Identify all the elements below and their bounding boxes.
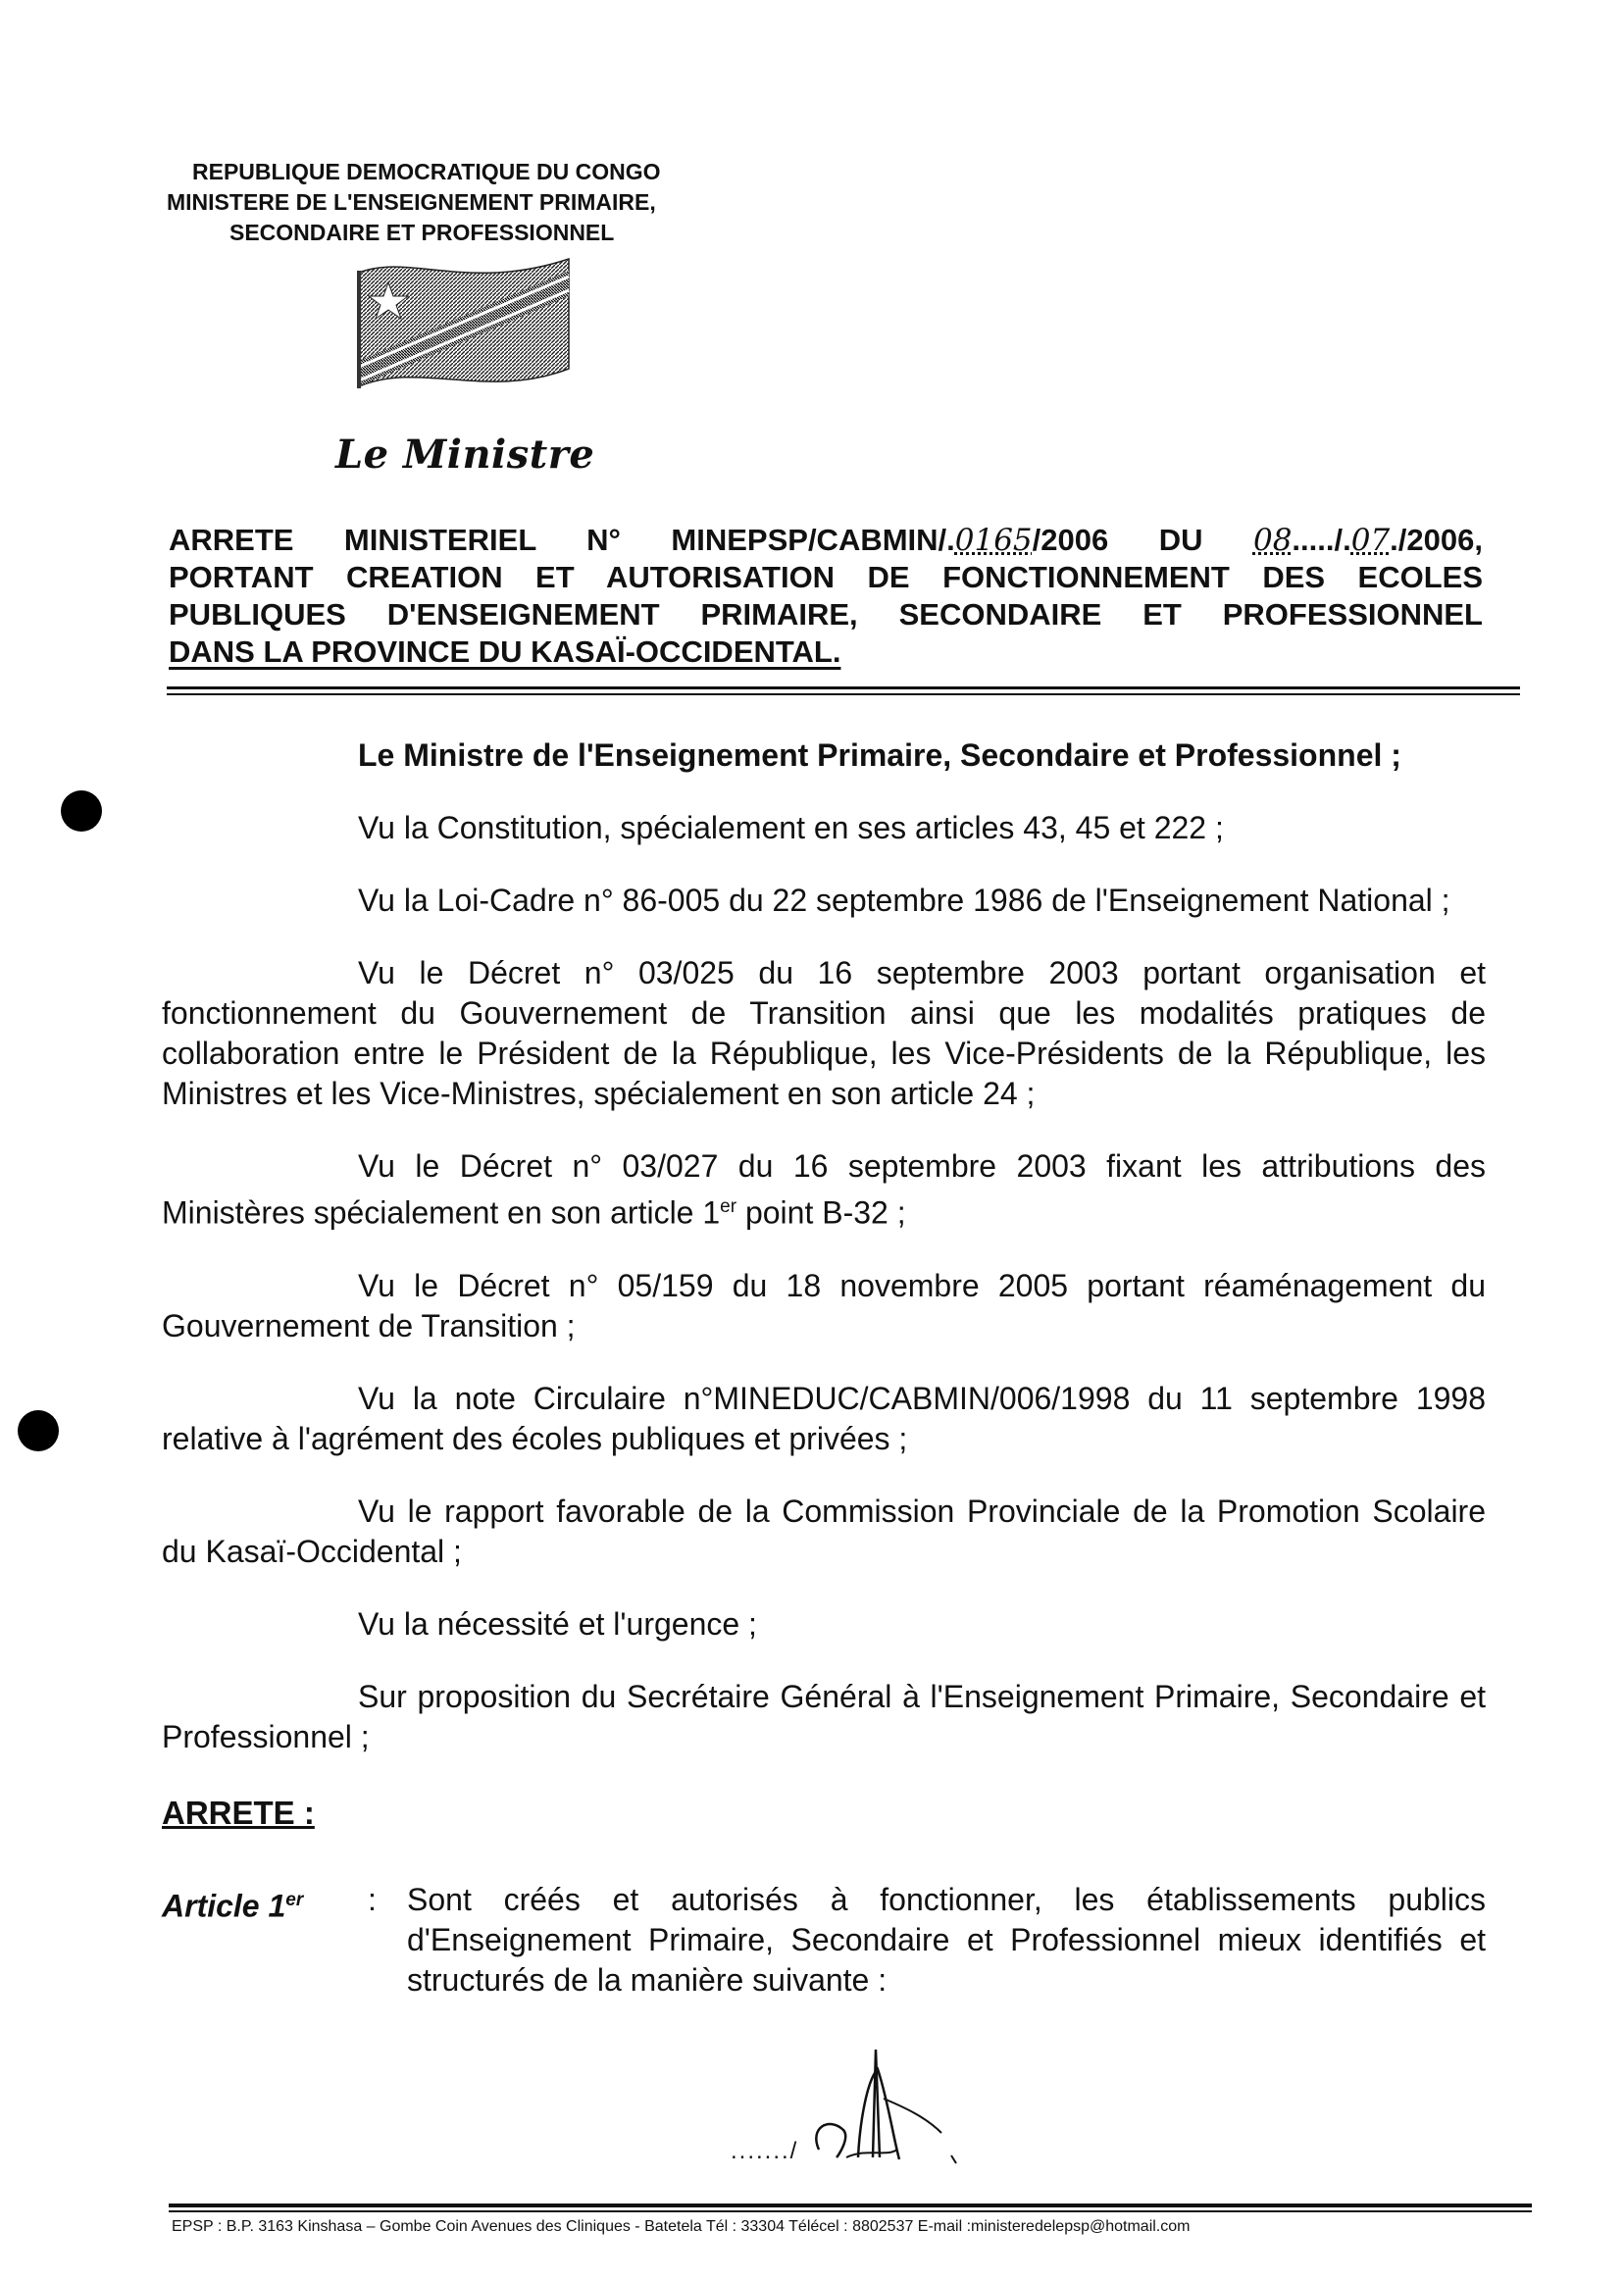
opening-paragraph: Le Ministre de l'Enseignement Primaire, Secondaire et Professionnel ; — [358, 737, 1401, 773]
considering-framework-law: Vu la Loi-Cadre n° 86-005 du 22 septembre 1986 de l'Enseignement National ; — [358, 883, 1450, 918]
decree-title-line2: PORTANT CREATION ET AUTORISATION DE FONCTIONNEMENT DES ECOLES — [169, 560, 1483, 594]
article-1-label — [162, 1880, 368, 2001]
footer-divider — [169, 2204, 1532, 2207]
title-divider-thin — [167, 693, 1520, 695]
decree-year: /2006 DU — [1032, 523, 1203, 557]
minister-title: Le Ministre — [335, 431, 595, 478]
decree-title-line3: PUBLIQUES D'ENSEIGNEMENT PRIMAIRE, SECONDAIRE ET PROFESSIONNEL — [169, 597, 1483, 632]
decree-date-sep: ...../. — [1292, 523, 1351, 557]
superscript: er — [285, 1889, 304, 1910]
punch-hole — [61, 790, 102, 832]
signature-dots: ......./ — [731, 2138, 799, 2164]
decree-date-year: ./2006, — [1390, 523, 1483, 557]
letterhead — [167, 157, 853, 248]
article-1-text: Sont créés et autorisés à fonctionner, les établissements publics d'Enseignement Primaire, Secondaire et Professionnel mieux identifiés et structurés de la manière suivante : — [407, 1881, 1486, 1998]
decree-title-line4: DANS LA PROVINCE DU KASAÏ-OCCIDENTAL. — [169, 634, 841, 669]
letterhead-ministry: MINISTERE DE L'ENSEIGNEMENT PRIMAIRE, — [167, 189, 656, 215]
footer-contact: EPSP : B.P. 3163 Kinshasa – Gombe Coin Avenues des Cliniques - Batetela Tél : 33304 Télécel : 8802537 E-mail :ministeredelepsp@hotmail.com — [172, 2218, 1191, 2235]
considering-circular-note: Vu la note Circulaire n°MINEDUC/CABMIN/006/1998 du 11 septembre 1998 relative à l'agrément des écoles publiques et privées ; — [162, 1380, 1486, 1456]
article-1-colon: : — [368, 1881, 377, 1917]
considering-constitution: Vu la Constitution, spécialement en ses articles 43, 45 et 222 ; — [358, 810, 1224, 845]
on-proposal: Sur proposition du Secrétaire Général à l'Enseignement Primaire, Secondaire et Professionnel ; — [162, 1678, 1486, 1754]
letterhead-country: REPUBLIQUE DEMOCRATIQUE DU CONGO — [192, 159, 661, 184]
article-1 — [162, 1880, 1486, 2001]
punch-hole — [18, 1410, 59, 1451]
decree-title — [169, 522, 1483, 671]
superscript: er — [720, 1196, 737, 1217]
article-1-label-text: Article 1 — [162, 1888, 286, 1924]
considering-decree-03-027-end: point B-32 ; — [736, 1194, 906, 1231]
considering-decree-03-027 — [162, 1146, 1486, 1234]
decree-number: 0165 — [954, 523, 1033, 558]
arrete-heading: ARRETE : — [162, 1794, 315, 1831]
considering-decree-03-027-text: Vu le Décret n° 03/027 du 16 septembre 2003 fixant les attributions des Ministères spécialement en son article 1 — [162, 1148, 1486, 1231]
letterhead-ministry-cont: SECONDAIRE ET PROFESSIONNEL — [229, 220, 615, 245]
decree-day: 08 — [1252, 523, 1293, 558]
considering-decree-05-159: Vu le Décret n° 05/159 du 18 novembre 2005 portant réaménagement du Gouvernement de Transition ; — [162, 1267, 1486, 1343]
considering-urgency: Vu la nécessité et l'urgence ; — [358, 1605, 757, 1642]
footer-divider-thin — [169, 2210, 1532, 2212]
flag-emblem — [351, 253, 577, 405]
decree-month: 07 — [1350, 523, 1391, 558]
title-divider — [167, 686, 1520, 689]
decree-body — [162, 735, 1486, 2001]
decree-prefix: ARRETE MINISTERIEL N° MINEPSP/CABMIN/. — [169, 523, 955, 557]
decree-title-line1 — [169, 522, 1483, 559]
considering-decree-03-025: Vu le Décret n° 03/025 du 16 septembre 2003 portant organisation et fonctionnement du Gouvernement de Transition ainsi que les modalités pratiques de collaboration entre le Président de la République, les Vice-Présidents de la République, les Ministres et les Vice-Ministres, spécialement en son article 24 ; — [162, 955, 1486, 1111]
considering-commission-report: Vu le rapport favorable de la Commission Provinciale de la Promotion Scolaire du Kasaï-Occidental ; — [162, 1493, 1486, 1569]
